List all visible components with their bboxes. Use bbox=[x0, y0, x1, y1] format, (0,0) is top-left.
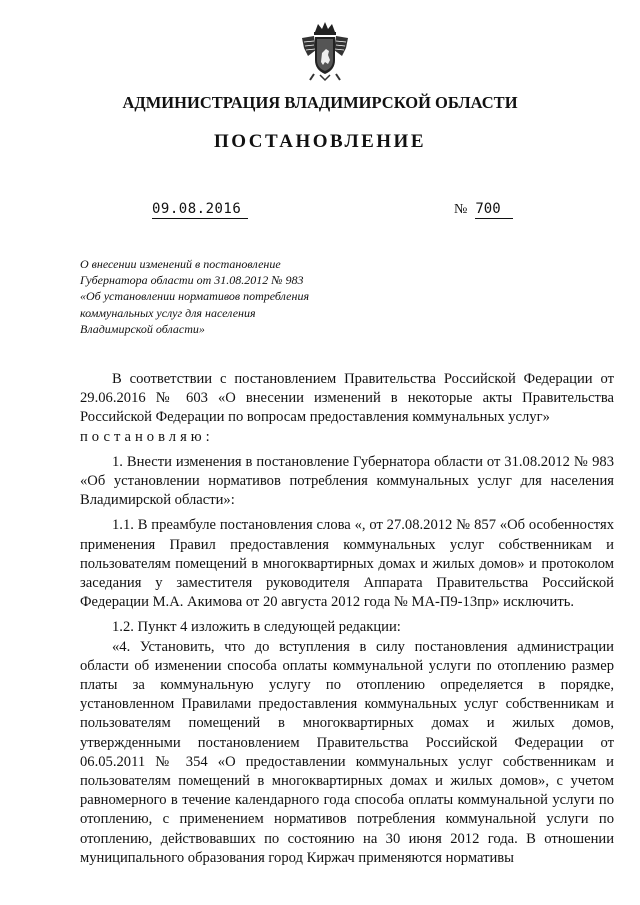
document-date: 09.08.2016 bbox=[152, 201, 248, 219]
paragraph-1-2: 1.2. Пункт 4 изложить в следующей редакции: bbox=[112, 619, 401, 636]
subject-line: Губернатора области от 31.08.2012 № 983 bbox=[80, 273, 304, 288]
paragraph-4-new-text: «4. Установить, что до вступления в силу постановления администрации области об изменении способа оплаты коммунальной услуги по отоплению размер платы за коммунальную услугу по отоплению определяется в порядке, установленном Правилами предоставления коммунальных услуг собственникам и пользователям помещений в многоквартирных домах и жилых домов, утвержденными постановлением Правительства Российской Федерации от 06.05.2011 № 354 «О предоставлении коммунальных услуг собственникам и пользователям помещений в многоквартирных домах и жилых домов», с учетом равномерного в течение календарного года способа оплаты коммунальной услуги по отоплению, с применением нормативов потребления коммунальной услуги по отоплению, действовавших по состоянию на 30 июня 2012 года. В отношении муниципального образования город Киржач применяются нормативы bbox=[80, 638, 614, 866]
subject-line: коммунальных услуг для населения bbox=[80, 305, 256, 320]
paragraph-1: 1. Внести изменения в постановление Губернатора области от 31.08.2012 № 983 «Об установлении нормативов потребления коммунальных услуг для населения Владимирской области»: bbox=[80, 453, 614, 509]
decree-word: постановляю: bbox=[80, 428, 214, 445]
organization-name: АДМИНИСТРАЦИЯ ВЛАДИМИРСКОЙ ОБЛАСТИ bbox=[122, 93, 518, 112]
subject-line: «Об установлении нормативов потребления bbox=[80, 289, 310, 304]
subject-line: Владимирской области» bbox=[80, 321, 205, 336]
document-number-block bbox=[454, 201, 513, 219]
preamble-text: В соответствии с постановлением Правительства Российской Федерации от 29.06.2016 № 603 «О внесении изменений в некоторые акты Правительства Российской Федерации по вопросам предоставления коммунальных услуг» bbox=[80, 371, 614, 426]
preamble-paragraph bbox=[80, 370, 614, 428]
coat-of-arms-icon bbox=[300, 20, 350, 82]
subject-line: О внесении изменений в постановление bbox=[80, 257, 281, 271]
paragraph-1-1: 1.1. В преамбуле постановления слова «, от 27.08.2012 № 857 «Об особенностях применения Правил предоставления коммунальных услуг собственникам и пользователям помещений в многоквартирных домах и жилых домов» и протоколом заседания у заместителя руководителя Аппарата Правительства Российской Федерации М.А. Акимова от 20 августа 2012 года № МА-П9-13пр» исключить. bbox=[80, 517, 614, 611]
number-label: № bbox=[454, 202, 468, 217]
document-type-title: ПОСТАНОВЛЕНИЕ bbox=[213, 131, 427, 152]
document-subject bbox=[80, 256, 360, 337]
decree-paragraph bbox=[80, 428, 614, 447]
document-number: 700 bbox=[475, 201, 513, 219]
document-body bbox=[80, 370, 614, 871]
